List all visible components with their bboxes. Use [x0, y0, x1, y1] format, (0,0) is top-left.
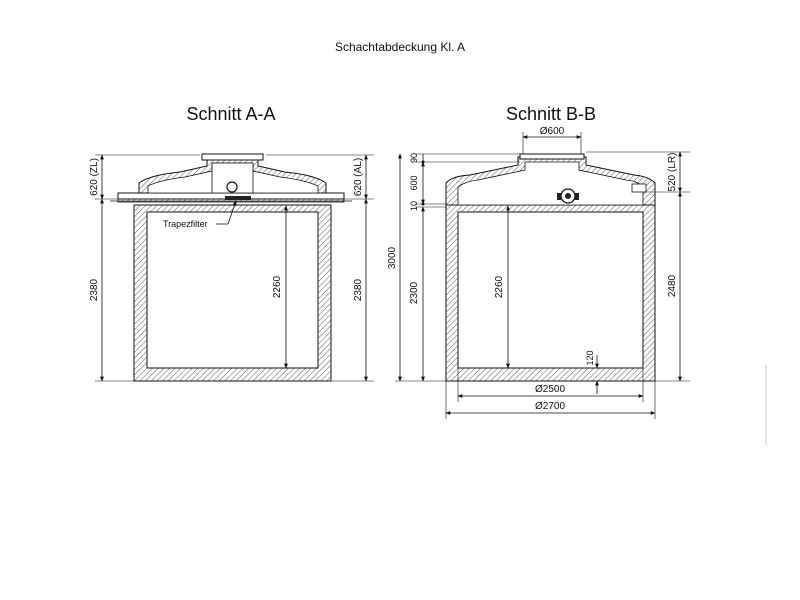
- dim-total-height-b: 3000: [387, 246, 398, 270]
- dim-inner-diameter-b: Ø2500: [534, 384, 566, 395]
- dim-height-left-a: 2380: [89, 278, 100, 302]
- filter-block: [225, 196, 251, 200]
- section-a-a-title: Schnitt A-A: [186, 104, 276, 124]
- dim-inner-height-a: 2260: [272, 275, 283, 299]
- section-b-b-title: Schnitt B-B: [505, 104, 597, 124]
- cover-dome-b: [446, 154, 655, 205]
- dim-cover-right-a: 620 (AL): [353, 157, 364, 197]
- dim-outer-diameter-b: Ø2700: [534, 401, 566, 412]
- tank-body-b: [446, 205, 655, 381]
- section-a-a: [89, 104, 374, 381]
- dim-height-right-b: 2480: [667, 274, 678, 298]
- dim-height-right-a: 2380: [353, 278, 364, 302]
- dim-inner-height-b: 2260: [494, 275, 505, 299]
- filter-label: Trapezfilter: [163, 219, 208, 229]
- pipe-stub: [632, 184, 646, 192]
- dim-600-b: 600: [409, 175, 419, 191]
- dim-opening-b: Ø600: [539, 126, 565, 137]
- cover-dome-a: [139, 154, 326, 200]
- dim-cover-right-b: 520 (LR): [667, 152, 678, 192]
- dim-10-b: 10: [409, 200, 419, 212]
- page-title: Schachtabdeckung Kl. A: [334, 40, 466, 54]
- dim-body-height-b: 2300: [409, 281, 420, 305]
- dim-floor-b: 120: [585, 350, 595, 366]
- tank-body-a: [134, 205, 331, 381]
- dim-cover-left-a: 620 (ZL): [89, 158, 100, 196]
- section-b-b: [387, 104, 690, 419]
- dim-90-b: 90: [409, 152, 419, 164]
